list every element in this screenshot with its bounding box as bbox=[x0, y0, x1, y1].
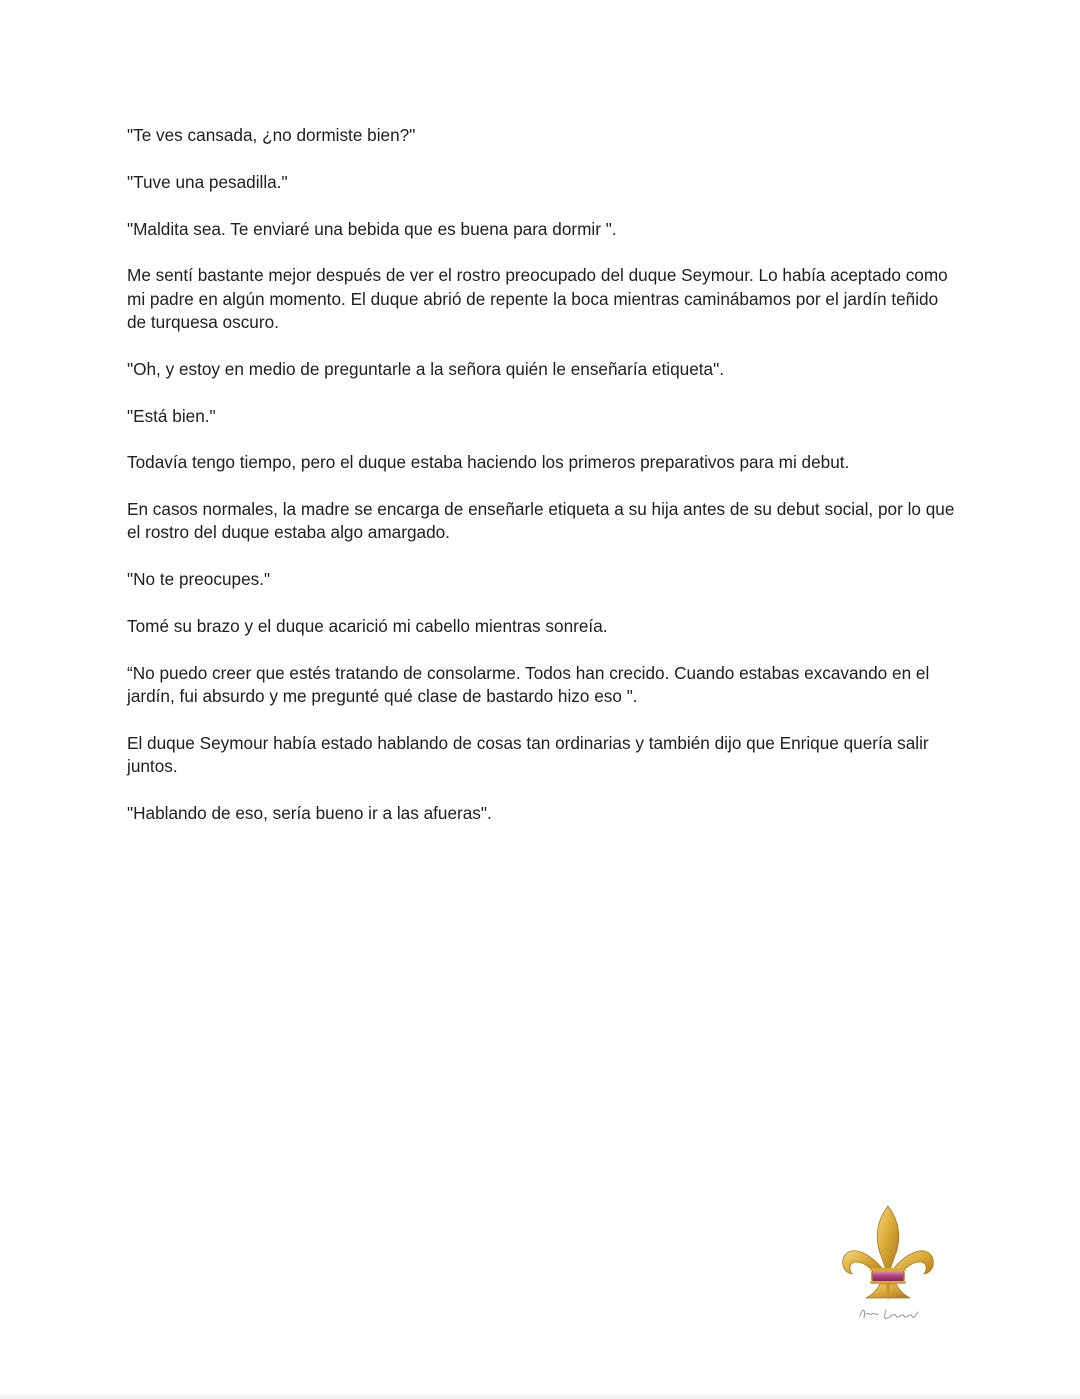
paragraph: "Oh, y estoy en medio de preguntarle a la señora quién le enseñaría etiqueta". bbox=[127, 358, 724, 379]
paragraph: El duque Seymour había estado hablando de cosas tan ordinarias y también dijo que Enrique quería salir juntos. bbox=[127, 732, 929, 777]
paragraph: "Tuve una pesadilla." bbox=[127, 171, 288, 192]
paragraph: Tomé su brazo y el duque acarició mi cabello mientras sonreía. bbox=[127, 616, 608, 637]
document-body bbox=[127, 124, 957, 849]
paragraph: "Te ves cansada, ¿no dormiste bien?" bbox=[127, 125, 416, 145]
paragraph: "Maldita sea. Te enviaré una bebida que es buena para dormir ". bbox=[127, 218, 617, 239]
fleur-de-lis-icon bbox=[843, 1206, 934, 1302]
page-bottom-edge bbox=[0, 1395, 1080, 1399]
paragraph: “No puedo creer que estés tratando de consolarme. Todos han crecido. Cuando estabas excavando en el jardín, fui absurdo y me pregunté qué clase de bastardo hizo eso ". bbox=[127, 662, 930, 707]
paragraph: En casos normales, la madre se encarga de enseñarle etiqueta a su hija antes de su debut social, por lo que el rostro del duque estaba algo amargado. bbox=[127, 499, 955, 543]
paragraph: "No te preocupes." bbox=[127, 569, 271, 590]
paragraph: "Hablando de eso, sería bueno ir a las afueras". bbox=[127, 803, 492, 824]
paragraph: "Está bien." bbox=[127, 405, 216, 426]
paragraph: Todavía tengo tiempo, pero el duque estaba haciendo los primeros preparativos para mi debut. bbox=[127, 452, 850, 473]
signature-mark bbox=[860, 1310, 918, 1319]
fleur-de-lis-logo bbox=[836, 1202, 940, 1326]
paragraph: Me sentí bastante mejor después de ver el rostro preocupado del duque Seymour. Lo había aceptado como mi padre en algún momento. El duque abrió de repente la boca mientras caminábamos por el jardín teñido de turquesa oscuro. bbox=[127, 265, 948, 332]
